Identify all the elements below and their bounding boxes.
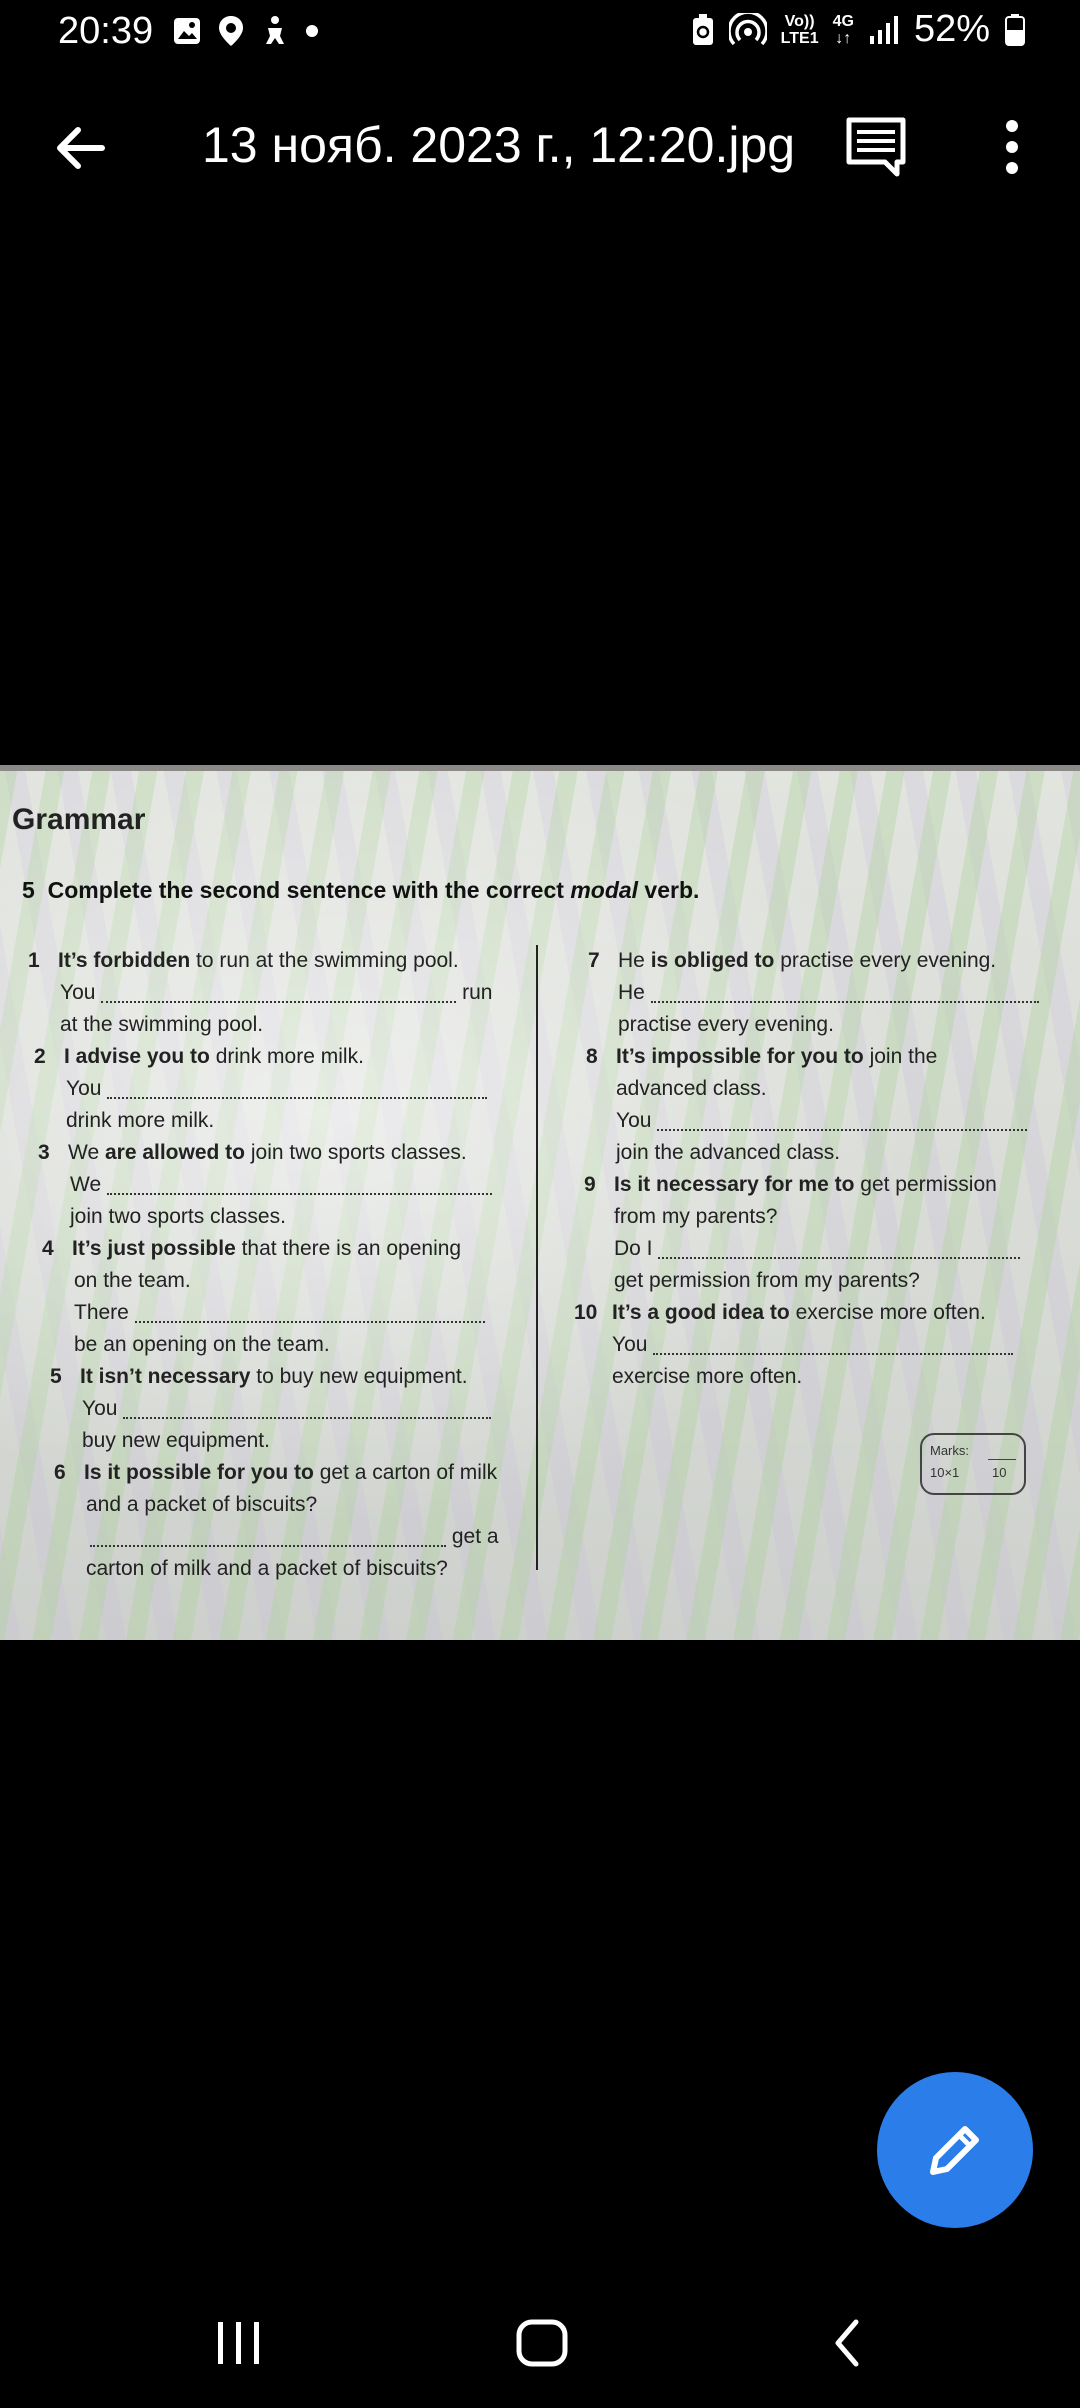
- arrow-left-icon[interactable]: [50, 118, 110, 178]
- exercise-item-5: 5 It isn’t necessary to buy new equipment. You buy new equipment.: [28, 1361, 508, 1457]
- battery-percent: 52%: [913, 8, 990, 50]
- instruction-text-em: modal: [570, 877, 639, 903]
- answer-blank[interactable]: [657, 1111, 1027, 1131]
- exercise-item-10: 10 It’s a good idea to exercise more often. You exercise more often.: [574, 1297, 1054, 1393]
- answer-blank[interactable]: [653, 1335, 1013, 1355]
- more-vert-icon[interactable]: [990, 116, 1034, 178]
- exercise-item-8: 8 It’s impossible for you to join the advanced class. You join the advanced class.: [574, 1041, 1054, 1169]
- signal-icon: [868, 14, 900, 46]
- nav-back-icon[interactable]: [826, 2312, 866, 2372]
- system-nav-bar: [0, 2300, 1080, 2408]
- pencil-edit-icon: [923, 2118, 987, 2182]
- dot-icon: [304, 23, 320, 39]
- edit-fab-button[interactable]: [877, 2072, 1033, 2228]
- answer-blank[interactable]: [658, 1239, 1020, 1259]
- gallery-icon: [172, 16, 202, 46]
- exercise-item-4: 4 It’s just possible that there is an opening on the team. There be an opening on the team.: [28, 1233, 508, 1361]
- answer-blank[interactable]: [123, 1399, 491, 1419]
- marks-score-line: [988, 1459, 1016, 1460]
- recent-apps-icon[interactable]: [214, 2312, 264, 2372]
- instruction-number: 5: [22, 877, 35, 903]
- column-divider: [536, 945, 538, 1570]
- page-edge: [0, 765, 1080, 771]
- 4g-icon: 4G ↓↑: [832, 12, 854, 47]
- instruction-text-pre: Complete the second sentence with the correct: [47, 877, 571, 903]
- volte-icon: Vo)) LTE1: [780, 12, 819, 47]
- image-title: 13 нояб. 2023 г., 12:20.jpg: [202, 117, 796, 173]
- status-left-icons: [172, 14, 320, 48]
- answer-blank[interactable]: [107, 1175, 492, 1195]
- home-icon[interactable]: [516, 2312, 568, 2372]
- instruction-text-post: verb.: [638, 877, 700, 903]
- answer-blank[interactable]: [101, 983, 456, 1003]
- location-icon: [216, 14, 246, 48]
- marks-box: Marks: 10×1 10: [920, 1433, 1026, 1495]
- exercise-item-1: 1 It’s forbidden to run at the swimming pool. You run at the swimming pool.: [28, 949, 493, 1036]
- status-time: 20:39: [58, 10, 154, 52]
- comment-icon[interactable]: [845, 116, 907, 178]
- exercise-instruction: [22, 877, 699, 904]
- exercise-item-3: 3 We are allowed to join two sports classes. We join two sports classes.: [28, 1137, 508, 1233]
- exercise-column-right: [574, 945, 1054, 1393]
- answer-blank[interactable]: [651, 983, 1039, 1003]
- status-bar: [0, 0, 1080, 64]
- exercise-item-6: 6 Is it possible for you to get a carton of milk and a packet of biscuits? get a carton of milk and a packet of biscuits?: [54, 1461, 499, 1580]
- accessibility-icon: [260, 14, 290, 48]
- status-right-icons: [691, 8, 1026, 51]
- hotspot-icon: [729, 13, 767, 47]
- battery-saver-icon: [691, 13, 715, 47]
- photo-viewer-image[interactable]: [0, 765, 1080, 1640]
- answer-blank[interactable]: [135, 1303, 485, 1323]
- answer-blank[interactable]: [107, 1079, 487, 1099]
- exercise-item-9: 9 Is it necessary for me to get permission from my parents? Do I get permission from my parents?: [574, 1169, 1054, 1297]
- exercise-item-7: 7 He is obliged to practise every evening. He practise every evening.: [574, 945, 1054, 1041]
- exercise-item-2: 2 I advise you to drink more milk. You drink more milk.: [28, 1041, 508, 1137]
- section-heading: Grammar: [12, 803, 146, 836]
- answer-blank[interactable]: [90, 1527, 446, 1547]
- top-app-bar: [0, 100, 1080, 190]
- battery-icon: [1004, 13, 1026, 47]
- exercise-column-left: [28, 945, 508, 1585]
